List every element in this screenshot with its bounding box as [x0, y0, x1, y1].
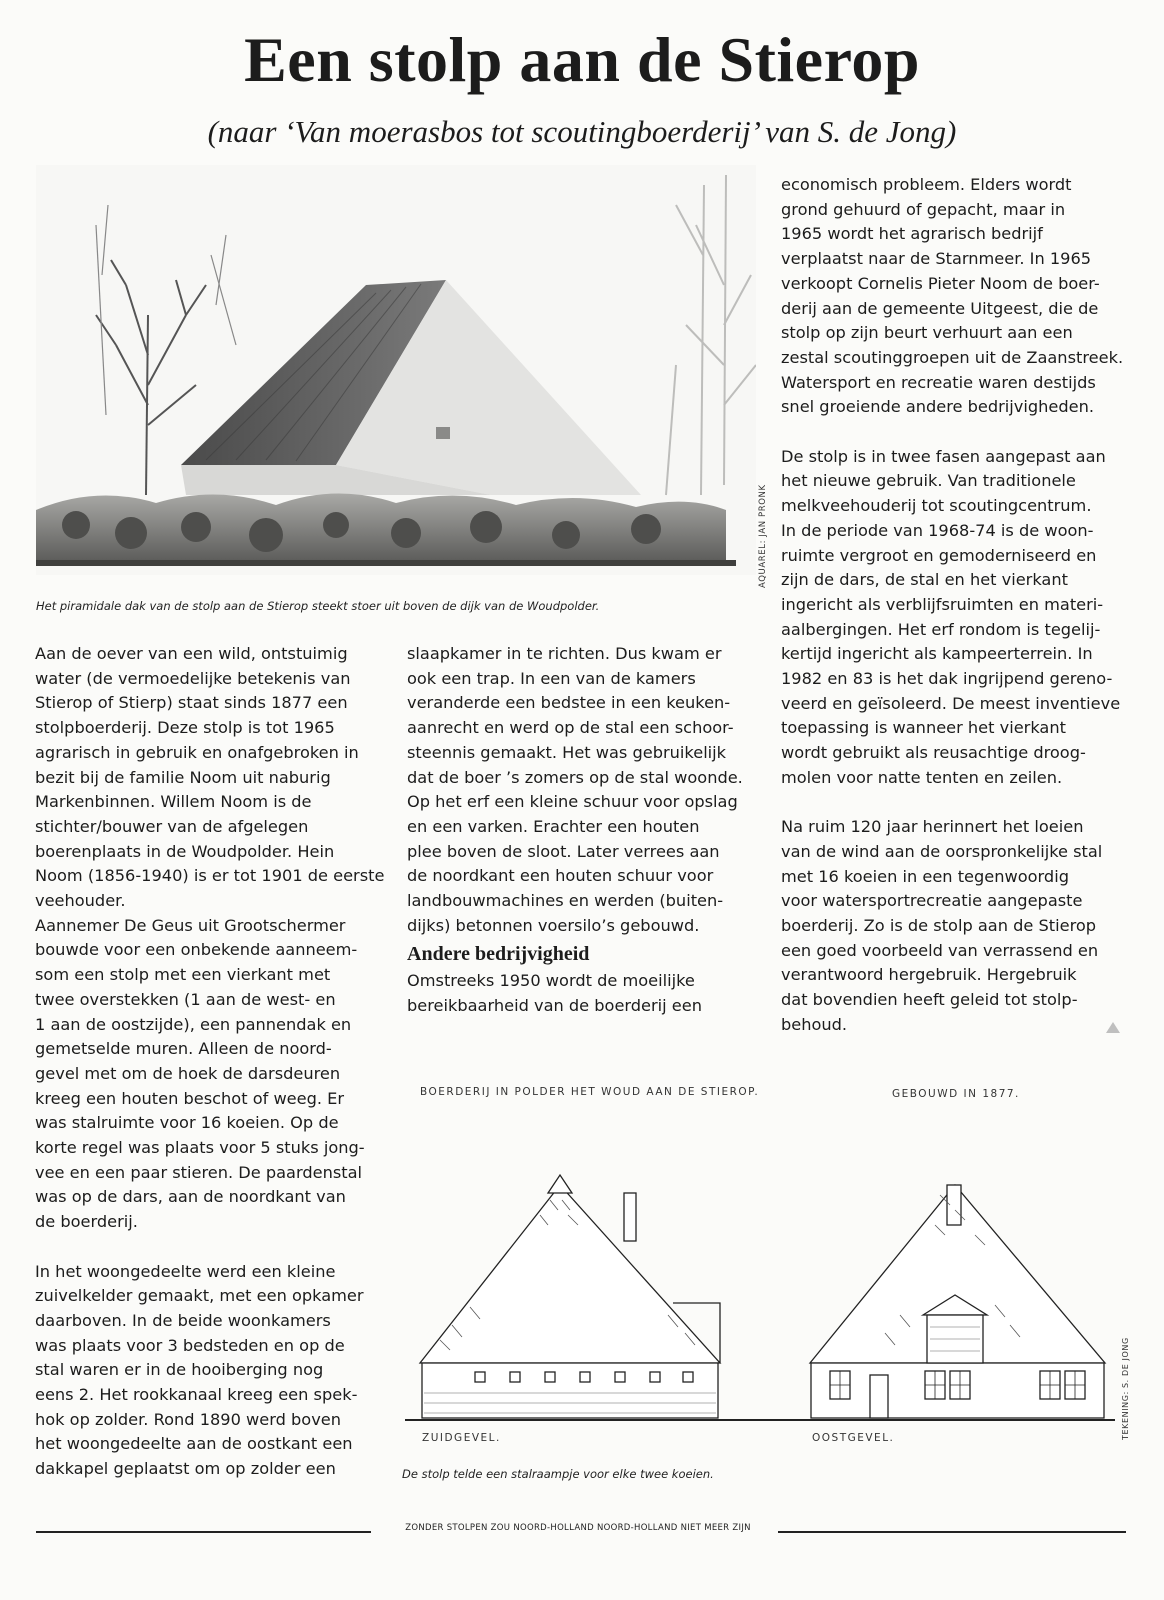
footer-rule-left: [36, 1531, 371, 1533]
label-zuidgevel: ZUIDGEVEL.: [422, 1432, 501, 1444]
text-line: 1965 wordt het agrarisch bedrijf: [781, 224, 1043, 244]
text-line: aalbergingen. Het erf rondom is tegelij-: [781, 619, 1101, 639]
footer-text: ZONDER STOLPEN ZOU NOORD-HOLLAND NOORD-HOLLAND NIET MEER ZIJN: [405, 1523, 751, 1533]
drawing-credit: TEKENING: S. DE JONG: [1121, 1337, 1130, 1440]
text-line: korte regel was plaats voor 5 stuks jong-: [35, 1138, 365, 1158]
text-line: aanrecht en werd op de stal een schoor-: [407, 718, 734, 738]
text-line: stolpboerderij. Deze stolp is tot 1965: [35, 718, 335, 738]
text-line: gevel met om de hoek de darsdeuren: [35, 1063, 341, 1083]
text-line: de boerderij.: [35, 1212, 138, 1232]
drawing-title: BOERDERIJ IN POLDER HET WOUD AAN DE STIEROP.: [420, 1086, 760, 1098]
text-line: bezit bij de familie Noom uit naburig: [35, 767, 331, 787]
text-line: slaapkamer in te richten. Dus kwam er: [407, 644, 722, 663]
text-line: Na ruim 120 jaar herinnert het loeien: [781, 817, 1084, 837]
text-line: agrarisch in gebruik en onafgebroken in: [35, 742, 359, 762]
label-oostgevel: OOSTGEVEL.: [812, 1432, 895, 1444]
text-line: molen voor natte tenten en zeilen.: [781, 767, 1063, 787]
text-line: stal waren er in de hooiberging nog: [35, 1360, 324, 1380]
text-line: was stalruimte voor 16 koeien. Op de: [35, 1113, 339, 1133]
column-2: [407, 642, 767, 1019]
aquarel-caption: Het piramidale dak van de stolp aan de Stierop steekt stoer uit boven de dijk van de Woudpolder.: [36, 599, 600, 613]
text-line: verplaatst naar de Starnmeer. In 1965: [781, 249, 1092, 269]
text-line: boerderij. Zo is de stolp aan de Stierop: [781, 916, 1097, 936]
text-line: van de wind aan de oorspronkelijke stal: [781, 841, 1103, 861]
text-line: hok op zolder. Rond 1890 werd boven: [35, 1409, 342, 1429]
text-line: economisch probleem. Elders wordt: [781, 175, 1072, 194]
text-line: ruimte vergroot en gemoderniseerd en: [781, 545, 1097, 565]
drawing-date: GEBOUWD IN 1877.: [892, 1088, 1020, 1100]
text-line: Omstreeks 1950 wordt de moeilijke: [407, 971, 695, 991]
text-line: veehouder.: [35, 891, 126, 911]
text-line: de noordkant een houten schuur voor: [407, 866, 714, 886]
text-line: In het woongedeelte werd een kleine: [35, 1261, 336, 1281]
end-of-article-triangle-icon: [1106, 1022, 1120, 1033]
text-line: stolp op zijn beurt verhuurt aan een: [781, 323, 1073, 343]
text-line: gemetselde muren. Alleen de noord-: [35, 1039, 332, 1059]
text-line: verantwoord hergebruik. Hergebruik: [781, 965, 1077, 985]
text-line: het nieuwe gebruik. Van traditionele: [781, 471, 1076, 491]
text-line: zijn de dars, de stal en het vierkant: [781, 570, 1068, 590]
text-line: toepassing is wanneer het vierkant: [781, 718, 1066, 738]
text-line: Watersport en recreatie waren destijds: [781, 372, 1096, 392]
text-line: bouwde voor een onbekende aanneem-: [35, 940, 358, 960]
text-line: met 16 koeien in een tegenwoordig: [781, 866, 1069, 886]
text-line: Aan de oever van een wild, ontstuimig: [35, 644, 348, 663]
architectural-elevation-drawing: [400, 1075, 1120, 1465]
text-line: veranderde een bedstee in een keuken-: [407, 693, 731, 713]
text-line: dat bovendien heeft geleid tot stolp-: [781, 990, 1078, 1010]
aquarel-credit: AQUAREL: JAN PRONK: [758, 484, 768, 588]
text-line: plee boven de sloot. Later verrees aan: [407, 841, 720, 861]
text-line: Aannemer De Geus uit Grootschermer: [35, 915, 346, 935]
text-line: ingericht als verblijfsruimten en materi-: [781, 594, 1104, 614]
text-line: zuivelkelder gemaakt, met een opkamer: [35, 1286, 364, 1306]
text-line: verkoopt Cornelis Pieter Noom de boer-: [781, 273, 1100, 293]
text-line: melkveehouderij tot scoutingcentrum.: [781, 496, 1092, 516]
text-line: steennis gemaakt. Het was gebruikelijk: [407, 742, 727, 762]
text-line: dakkapel geplaatst om op zolder een: [35, 1459, 336, 1479]
text-line: voor watersportrecreatie aangepaste: [781, 891, 1083, 911]
text-line: Markenbinnen. Willem Noom is de: [35, 792, 312, 812]
text-line: zestal scoutinggroepen uit de Zaanstreek.: [781, 347, 1124, 367]
text-line: som een stolp met een vierkant met: [35, 965, 331, 985]
text-line: twee overstekken (1 aan de west- en: [35, 989, 336, 1009]
page-title: Een stolp aan de Stierop: [244, 24, 920, 95]
text-line: en een varken. Erachter een houten: [407, 816, 700, 836]
column-3: [781, 173, 1141, 1038]
text-line: was plaats voor 3 bedsteden en op de: [35, 1335, 345, 1355]
drawing-caption: De stolp telde een stalraampje voor elke twee koeien.: [402, 1467, 714, 1481]
text-line: eens 2. Het rookkanaal kreeg een spek-: [35, 1385, 358, 1405]
text-line: daarboven. In de beide woonkamers: [35, 1310, 331, 1330]
text-line: stichter/bouwer van de afgelegen: [35, 816, 309, 836]
text-line: behoud.: [781, 1014, 848, 1034]
text-line: boerenplaats in de Woudpolder. Hein: [35, 841, 335, 861]
page-subtitle: (naar ‘Van moerasbos tot scoutingboerderij’ van S. de Jong): [207, 114, 957, 149]
text-line: Noom (1856-1940) is er tot 1901 de eerste: [35, 866, 385, 886]
text-line: derij aan de gemeente Uitgeest, die de: [781, 298, 1099, 318]
text-line: kreeg een houten beschot of weeg. Er: [35, 1088, 345, 1108]
text-line: Op het erf een kleine schuur voor opslag: [407, 792, 738, 812]
text-line: De stolp is in twee fasen aangepast aan: [781, 446, 1106, 466]
text-line: een goed voorbeeld van verrassend en: [781, 940, 1099, 960]
text-line: veerd en geïsoleerd. De meest inventieve: [781, 693, 1121, 713]
section-heading: Andere bedrijvigheid: [407, 943, 590, 966]
text-line: kertijd ingericht als kampeerterrein. In: [781, 644, 1093, 664]
text-line: het woongedeelte aan de oostkant een: [35, 1434, 353, 1454]
column-1: [35, 642, 385, 1482]
text-line: landbouwmachines en werden (buiten-: [407, 891, 724, 911]
footer-rule-right: [778, 1531, 1126, 1533]
text-line: bereikbaarheid van de boerderij een: [407, 996, 702, 1016]
text-line: dijks) betonnen voersilo’s gebouwd.: [407, 915, 700, 935]
text-line: 1982 en 83 is het dak ingrijpend gereno-: [781, 669, 1113, 689]
text-line: Stierop of Stierp) staat sinds 1877 een: [35, 693, 348, 713]
text-line: water (de vermoedelijke betekenis van: [35, 668, 351, 688]
text-line: was op de dars, aan de noordkant van: [35, 1187, 346, 1207]
text-line: 1 aan de oostzijde), een pannendak en: [35, 1014, 352, 1034]
watercolour-farmhouse-illustration: [36, 165, 756, 575]
text-line: dat de boer ’s zomers op de stal woonde.: [407, 767, 743, 787]
text-line: vee en een paar stieren. De paardenstal: [35, 1162, 363, 1182]
text-line: In de periode van 1968-74 is de woon-: [781, 520, 1094, 540]
text-line: snel groeiende andere bedrijvigheden.: [781, 397, 1095, 417]
text-line: grond gehuurd of gepacht, maar in: [781, 199, 1066, 219]
text-line: ook een trap. In een van de kamers: [407, 668, 696, 688]
text-line: wordt gebruikt als reusachtige droog-: [781, 743, 1086, 763]
